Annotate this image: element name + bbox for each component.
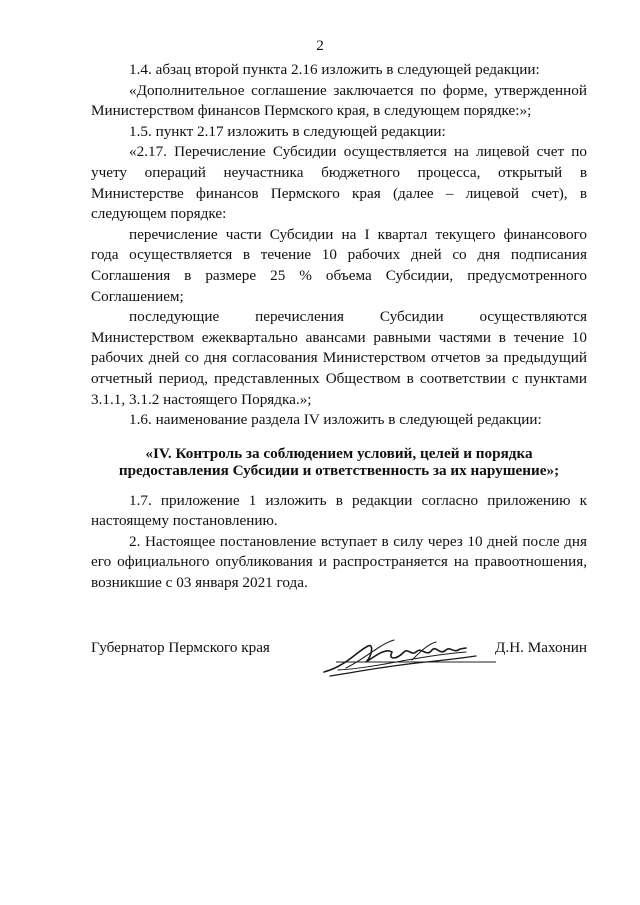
section-heading: «IV. Контроль за соблюдением условий, целей и порядка предоставления Субсидии и ответственность за их нарушение»; [118,444,560,479]
paragraph-first-transfer: перечисление части Субсидии на I квартал текущего финансового года осуществляется в течение 10 рабочих дней со дня подписания Соглашения в размере 25 % объема Субсидии, предусмотренного Соглашением; [91,225,587,305]
paragraph-subsequent-transfers: последующие перечисления Субсидии осуществляются Министерством ежеквартально авансами равными частями в течение 10 рабочих дней со дня согласования Министерством отчетов за предыдущий отчетный период, представленных Обществом в соответствии с пунктами 3.1.1, 3.1.2 настоящего Порядка.»; [91,308,587,408]
page-number: 2 [316,37,324,54]
paragraph-2-17: «2.17. Перечисление Субсидии осуществляется на лицевой счет по учету операций неучастника бюджетного процесса, открытый в Министерстве финансов Пермского края (далее – лицевой счет), в следующем порядке: [91,143,587,223]
signatory-name: Д.Н. Махонин [495,639,587,656]
paragraph-1-6: 1.6. наименование раздела IV изложить в следующей редакции: [129,411,542,429]
document-body [91,60,587,594]
paragraph-2-16-text: «Дополнительное соглашение заключается по форме, утвержденной Министерством финансов Пермского края, в следующем порядке:»; [91,81,587,120]
handwritten-signature [316,632,506,680]
signatory-position: Губернатор Пермского края [91,639,270,656]
paragraph-2: 2. Настоящее постановление вступает в силу через 10 дней после дня его официального опубликования и распространяется на правоотношения, возникшие с 03 января 2021 года. [91,532,587,592]
signature-block [91,632,587,680]
paragraph-1-7: 1.7. приложение 1 изложить в редакции согласно приложению к настоящему постановлению. [91,491,587,530]
paragraph-1-5: 1.5. пункт 2.17 изложить в следующей редакции: [129,122,446,140]
paragraph-1-4: 1.4. абзац второй пункта 2.16 изложить в следующей редакции: [129,61,540,78]
